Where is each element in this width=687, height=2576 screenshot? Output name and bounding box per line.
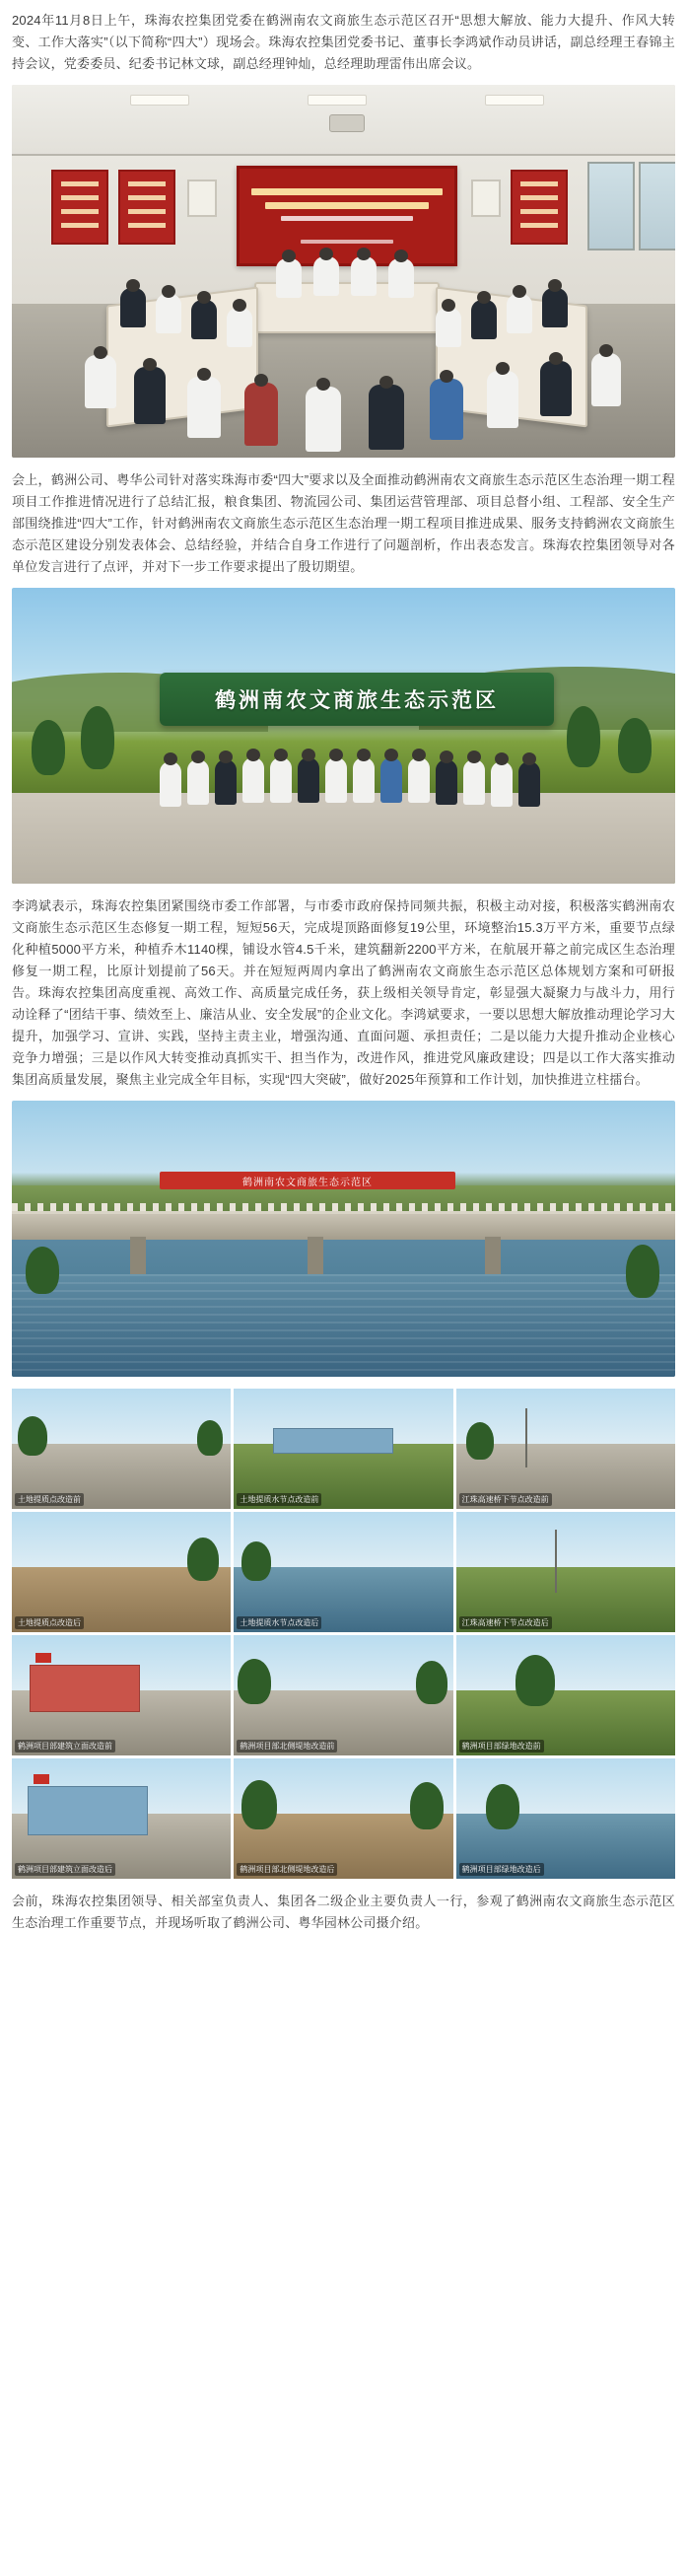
person xyxy=(313,256,339,296)
ceiling-light-icon xyxy=(130,95,189,106)
bridge-pier xyxy=(130,1237,146,1278)
tree-icon xyxy=(626,1245,659,1298)
grid-photo xyxy=(456,1512,675,1632)
ceiling-light-icon xyxy=(485,95,544,106)
park-sign-photo xyxy=(12,588,675,884)
bridge-deck xyxy=(12,1211,675,1240)
person xyxy=(276,258,302,298)
grid-photo xyxy=(12,1389,231,1509)
person xyxy=(187,377,221,438)
paragraph-3: 李鸿斌表示，珠海农控集团紧围绕市委工作部署，与市委市政府保持同频共振，积极主动对接，积极落实鹤洲南农文商旅生态示范区生态修复一期工程，短短56天，完成堤顶路面修复19公里，环境整治15.3万平方米，重要节点绿化种植5000平方米，种植乔木1140棵，铺设水管4.5千米，建筑翻新2200平方米，在航展开幕之前完成区生态治理修复一期工程，比原计划提前了56天。并在短短两周内拿出了鹤洲南农文商旅生态示范区总体规划方案和可研报告。珠海农控集团高度重视、高效工作、高质量完成任务，获上级相关领导肯定，彰显强大凝聚力与战斗力，用行动诠释了“团结干事、绩效至上、廉洁从业、安全发展”的企业文化。李鸿斌要求，一要以思想大解放推动理论学习大提升，加强学习、宣讲、实践，坚持主责主业，增强沟通、直面问题、承担责任；二是以能力大提升推动企业核心竞争力增强；三是以作风大转变推动真抓实干、担当作为，改进作风，推进党风廉政建设；四是以工作大落实推动集团高质量发展，聚焦主业完成全年目标，实现“四大突破”，做好2025年预算和工作计划，加快推进立柱擂台。 xyxy=(12,898,675,1087)
bridge-pier xyxy=(485,1237,501,1278)
wall-banner-right xyxy=(511,170,568,245)
bridge-banner-text: 鹤洲南农文商旅生态示范区 xyxy=(160,1172,455,1189)
figure-bridge xyxy=(12,1101,675,1377)
person xyxy=(540,361,572,416)
grid-caption: 鹤洲项目部北侧堤地改造前 xyxy=(237,1740,337,1753)
person xyxy=(191,300,217,339)
bridge-pier xyxy=(308,1237,323,1278)
grid-caption: 鹤洲项目部绿地改造后 xyxy=(459,1863,544,1876)
grid-photo xyxy=(234,1758,452,1879)
grid-caption: 土地提质水节点改造前 xyxy=(237,1493,321,1506)
wall-banner-left-2 xyxy=(118,170,175,245)
grid-photo xyxy=(234,1512,452,1632)
wall-banner-left xyxy=(51,170,108,245)
wall-picture xyxy=(471,179,501,217)
meeting-room-photo xyxy=(12,85,675,458)
person xyxy=(542,288,568,327)
person xyxy=(591,353,621,406)
grid-photo xyxy=(12,1758,231,1879)
grid-caption: 土地提质点改造前 xyxy=(15,1493,84,1506)
grid-caption: 鹤洲项目部建筑立面改造后 xyxy=(15,1863,115,1876)
person xyxy=(436,308,461,347)
person xyxy=(156,294,181,333)
crowd-of-people xyxy=(12,736,675,807)
tree-icon xyxy=(26,1247,59,1294)
person xyxy=(134,367,166,424)
grid-caption: 土地提质点改造后 xyxy=(15,1616,84,1629)
projector-icon xyxy=(329,114,365,132)
grid-caption: 江珠高速桥下节点改造后 xyxy=(459,1616,552,1629)
window xyxy=(639,162,675,250)
window xyxy=(587,162,635,250)
river-water xyxy=(12,1274,675,1377)
person xyxy=(487,371,518,428)
ceiling-light-icon xyxy=(308,95,367,106)
paragraph-4: 会前，珠海农控集团领导、相关部室负责人、集团各二级企业主要负责人一行，参观了鹤洲南农文商旅生态示范区生态治理工作重要节点，并现场听取了鹤洲公司、粤华园林公司摄介绍。 xyxy=(12,1894,675,1930)
before-after-photo-grid xyxy=(12,1389,675,1879)
person xyxy=(227,308,252,347)
figure-park xyxy=(12,588,675,884)
paragraph-1: 2024年11月8日上午，珠海农控集团党委在鹤洲南农文商旅生态示范区召开“思想大解放、能力大提升、作风大转变、工作大落实”（以下简称“四大”）现场会。珠海农控集团党委书记、董事长李鸿斌作动员讲话，副总经理王春锦主持会议，党委委员、纪委书记林文球，副总经理钟灿，总经理助理雷伟出席会议。 xyxy=(12,13,675,71)
wall-picture xyxy=(187,179,217,217)
person xyxy=(244,383,278,446)
bridge-river-photo xyxy=(12,1101,675,1377)
person xyxy=(85,355,116,408)
person xyxy=(430,379,463,440)
person xyxy=(507,294,532,333)
grid-photo xyxy=(12,1512,231,1632)
grid-photo xyxy=(456,1758,675,1879)
person xyxy=(388,258,414,298)
person xyxy=(120,288,146,327)
grid-caption: 鹤洲项目部建筑立面改造前 xyxy=(15,1740,115,1753)
grid-photo xyxy=(234,1635,452,1755)
person xyxy=(351,256,377,296)
grid-caption: 江珠高速桥下节点改造前 xyxy=(459,1493,552,1506)
grid-photo xyxy=(456,1635,675,1755)
figure-meeting xyxy=(12,85,675,458)
paragraph-2: 会上，鹤洲公司、粤华公司针对落实珠海市委“四大”要求以及全面推动鹤洲南农文商旅生态示范区生态治理一期工程项目工作推进情况进行了总结汇报，粮食集团、物流园公司、集团运营管理部、项目总督小组、工程部、安全生产部围绕推进“四大”工作，针对鹤洲南农文商旅生态示范区生态治理一期工程项目推进成果、服务支持鹤洲农文商旅生态示范区建设分别发表体会、总结经验，并结合自身工作进行了问题剖析，作出表态发言。珠海农控集团领导对各单位发言进行了点评，并对下一步工作要求提出了殷切期望。 xyxy=(12,472,675,574)
grid-photo xyxy=(234,1389,452,1509)
person xyxy=(306,387,341,452)
grid-caption: 土地提质水节点改造后 xyxy=(237,1616,321,1629)
grid-caption: 鹤洲项目部绿地改造前 xyxy=(459,1740,544,1753)
person xyxy=(369,385,404,450)
projection-screen xyxy=(237,166,457,266)
grid-photo xyxy=(456,1389,675,1509)
grid-caption: 鹤洲项目部北侧堤地改造后 xyxy=(237,1863,337,1876)
grid-photo xyxy=(12,1635,231,1755)
person xyxy=(471,300,497,339)
park-sign-text: 鹤洲南农文商旅生态示范区 xyxy=(160,673,554,726)
